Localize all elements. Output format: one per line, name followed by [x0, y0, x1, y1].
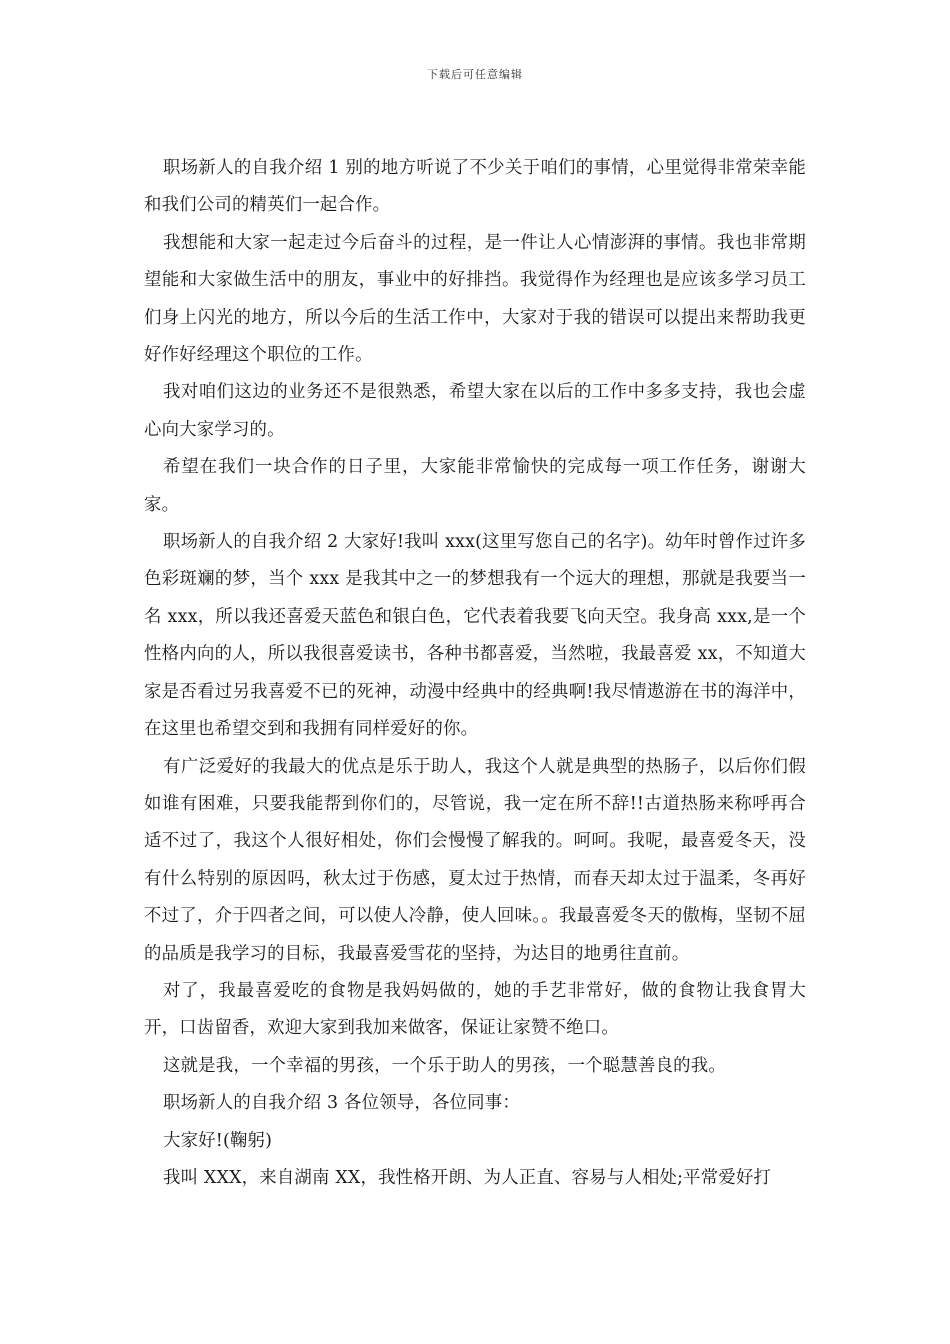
- paragraph: 职场新人的自我介绍 2 大家好!我叫 xxx(这里写您自己的名字)。幼年时曾作过许多色彩斑斓的梦，当个 xxx 是我其中之一的梦想我有一个远大的理想，那就是我要当一名 xxx，所以我还喜爱天蓝色和银白色，它代表着我要飞向天空。我身高 xxx,是一个性格内向的人，所以我很喜爱读书，各种书都喜爱，当然啦，我最喜爱 xx，不知道大家是否看过另我喜爱不已的死神，动漫中经典中的经典啊!我尽情遨游在书的海洋中，在这里也希望交到和我拥有同样爱好的你。: [144, 532, 806, 740]
- paragraph: 希望在我们一块合作的日子里，大家能非常愉快的完成每一项工作任务，谢谢大家。: [144, 457, 806, 515]
- paragraph: 职场新人的自我介绍 3 各位领导，各位同事：: [163, 1093, 520, 1114]
- paragraph: 对了，我最喜爱吃的食物是我妈妈做的，她的手艺非常好，做的食物让我食胃大开，口齿留香，欢迎大家到我加来做客，保证让家赞不绝口。: [144, 980, 806, 1039]
- paragraph: 职场新人的自我介绍 1 别的地方听说了不少关于咱们的事情，心里觉得非常荣幸能和我们公司的精英们一起合作。: [144, 158, 806, 216]
- paragraph: 我对咱们这边的业务还不是很熟悉，希望大家在以后的工作中多多支持，我也会虚心向大家学习的。: [144, 382, 806, 440]
- page-header-note: 下载后可任意编辑: [427, 68, 523, 81]
- paragraph: 我叫 XXX，来自湖南 XX，我性格开朗、为人正直、容易与人相处;平常爱好打: [163, 1167, 772, 1188]
- paragraph: 我想能和大家一起走过今后奋斗的过程，是一件让人心情澎湃的事情。我也非常期望能和大家做生活中的朋友，事业中的好排挡。我觉得作为经理也是应该多学习员工们身上闪光的地方，所以今后的生活工作中，大家对于我的错误可以提出来帮助我更好作好经理这个职位的工作。: [144, 232, 806, 366]
- document-body: [144, 150, 806, 1197]
- paragraph: 有广泛爱好的我最大的优点是乐于助人，我这个人就是典型的热肠子，以后你们假如谁有困难，只要我能帮到你们的，尽管说，我一定在所不辞!!古道热肠来称呼再合适不过了，我这个人很好相处，你们会慢慢了解我的。呵呵。我呢，最喜爱冬天，没有什么特别的原因吗，秋太过于伤感，夏太过于热情，而春天却太过于温柔，冬再好不过了，介于四者之间，可以使人冷静，使人回味。。我最喜爱冬天的傲梅，坚韧不屈的品质是我学习的目标，我最喜爱雪花的坚持，为达目的地勇往直前。: [144, 756, 806, 964]
- paragraph: 大家好!(鞠躬): [163, 1130, 273, 1151]
- paragraph: 这就是我，一个幸福的男孩，一个乐于助人的男孩，一个聪慧善良的我。: [163, 1055, 726, 1076]
